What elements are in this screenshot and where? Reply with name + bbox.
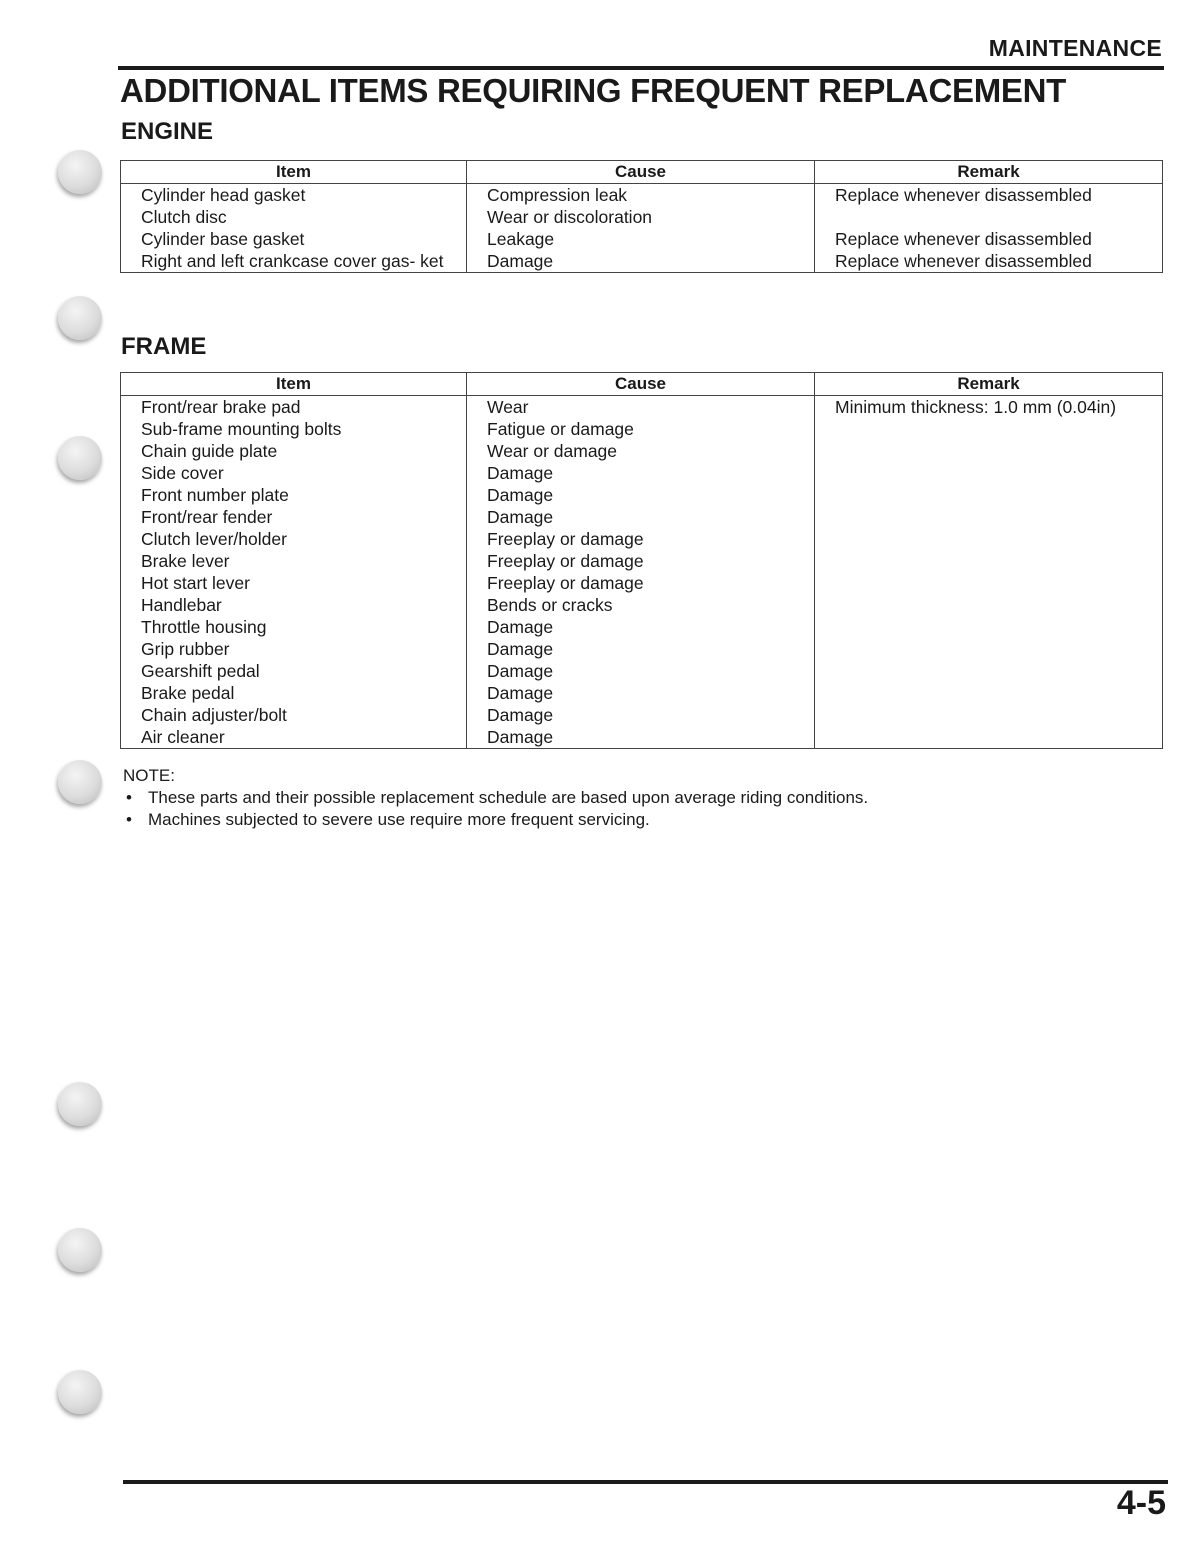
binder-hole: [58, 1082, 102, 1126]
cell-remark: [815, 638, 1163, 660]
table-row: [121, 528, 1163, 550]
cell-item: Chain guide plate: [121, 440, 467, 462]
table-row: [121, 484, 1163, 506]
frame-heading: FRAME: [121, 333, 207, 360]
cell-remark: [815, 572, 1163, 594]
cell-remark: [815, 528, 1163, 550]
cell-remark: [815, 594, 1163, 616]
cell-remark: [815, 440, 1163, 462]
cell-item: Brake lever: [121, 550, 467, 572]
cell-item: Cylinder base gasket: [121, 228, 467, 250]
cell-item: Air cleaner: [121, 726, 467, 749]
engine-table-header: [121, 161, 1163, 184]
note-item: [123, 787, 868, 809]
table-row: [121, 228, 1163, 250]
cell-remark: Replace whenever disassembled: [815, 184, 1163, 207]
frame-table-header: [121, 373, 1163, 396]
bullet-icon: •: [126, 810, 132, 829]
cell-cause: Damage: [467, 506, 815, 528]
cell-cause: Damage: [467, 616, 815, 638]
bullet-icon: •: [126, 788, 132, 807]
note-item: [123, 809, 868, 831]
cell-cause: Damage: [467, 704, 815, 726]
note-text: Machines subjected to severe use require more frequent servicing.: [148, 810, 650, 829]
binder-hole: [58, 436, 102, 480]
cell-item: Right and left crankcase cover gas- ket: [121, 250, 467, 273]
engine-heading: ENGINE: [121, 118, 214, 145]
table-row: [121, 396, 1163, 419]
table-row: [121, 250, 1163, 273]
cell-item: Chain adjuster/bolt: [121, 704, 467, 726]
cell-cause: Damage: [467, 682, 815, 704]
footer-divider: [123, 1480, 1168, 1484]
cell-item: Hot start lever: [121, 572, 467, 594]
note-block: [123, 765, 868, 831]
cell-cause: Bends or cracks: [467, 594, 815, 616]
cell-item: Brake pedal: [121, 682, 467, 704]
cell-remark: [815, 726, 1163, 749]
table-row: [121, 726, 1163, 749]
table-row: [121, 660, 1163, 682]
cell-cause: Damage: [467, 726, 815, 749]
cell-cause: Wear or damage: [467, 440, 815, 462]
column-header-remark: Remark: [815, 161, 1163, 184]
table-row: [121, 704, 1163, 726]
cell-remark: [815, 484, 1163, 506]
binder-hole: [58, 760, 102, 804]
engine-table: [120, 160, 1163, 273]
column-header-remark: Remark: [815, 373, 1163, 396]
cell-cause: Compression leak: [467, 184, 815, 207]
cell-item: Sub-frame mounting bolts: [121, 418, 467, 440]
cell-cause: Damage: [467, 462, 815, 484]
table-row: [121, 616, 1163, 638]
cell-item: Grip rubber: [121, 638, 467, 660]
cell-cause: Fatigue or damage: [467, 418, 815, 440]
table-row: [121, 440, 1163, 462]
table-row: [121, 462, 1163, 484]
cell-remark: [815, 704, 1163, 726]
note-label: NOTE:: [123, 766, 175, 785]
cell-item: Throttle housing: [121, 616, 467, 638]
section-label: MAINTENANCE: [988, 35, 1162, 61]
cell-item: Front/rear fender: [121, 506, 467, 528]
cell-item: Front/rear brake pad: [121, 396, 467, 419]
binder-hole: [58, 1370, 102, 1414]
cell-item: Handlebar: [121, 594, 467, 616]
cell-cause: Damage: [467, 638, 815, 660]
cell-cause: Freeplay or damage: [467, 550, 815, 572]
cell-item: Clutch disc: [121, 206, 467, 228]
binder-hole: [58, 150, 102, 194]
binder-hole: [58, 296, 102, 340]
column-header-cause: Cause: [467, 373, 815, 396]
page-title: ADDITIONAL ITEMS REQUIRING FREQUENT REPLACEMENT: [120, 72, 1066, 109]
cell-item: Side cover: [121, 462, 467, 484]
table-row: [121, 594, 1163, 616]
cell-remark: [815, 550, 1163, 572]
cell-cause: Freeplay or damage: [467, 528, 815, 550]
cell-cause: Wear or discoloration: [467, 206, 815, 228]
cell-remark: [815, 462, 1163, 484]
table-row: [121, 638, 1163, 660]
cell-item: Cylinder head gasket: [121, 184, 467, 207]
cell-cause: Freeplay or damage: [467, 572, 815, 594]
cell-cause: Damage: [467, 484, 815, 506]
cell-remark: [815, 206, 1163, 228]
binder-hole: [58, 1228, 102, 1272]
cell-remark: [815, 506, 1163, 528]
table-row: [121, 572, 1163, 594]
cell-cause: Damage: [467, 250, 815, 273]
table-row: [121, 206, 1163, 228]
column-header-item: Item: [121, 161, 467, 184]
cell-remark: [815, 682, 1163, 704]
cell-remark: Replace whenever disassembled: [815, 250, 1163, 273]
page-number: 4-5: [1116, 1484, 1166, 1522]
cell-cause: Leakage: [467, 228, 815, 250]
cell-item: Clutch lever/holder: [121, 528, 467, 550]
note-list: [123, 787, 868, 831]
cell-cause: Wear: [467, 396, 815, 419]
cell-item: Gearshift pedal: [121, 660, 467, 682]
table-row: [121, 682, 1163, 704]
cell-item: Front number plate: [121, 484, 467, 506]
frame-table: [120, 372, 1163, 749]
cell-remark: [815, 418, 1163, 440]
cell-remark: [815, 616, 1163, 638]
table-row: [121, 184, 1163, 207]
table-row: [121, 550, 1163, 572]
note-text: These parts and their possible replacement schedule are based upon average riding conditions.: [148, 788, 869, 807]
header-divider: [118, 66, 1164, 70]
cell-remark: Minimum thickness: 1.0 mm (0.04in): [815, 396, 1163, 419]
table-row: [121, 506, 1163, 528]
column-header-item: Item: [121, 373, 467, 396]
cell-remark: Replace whenever disassembled: [815, 228, 1163, 250]
table-row: [121, 418, 1163, 440]
column-header-cause: Cause: [467, 161, 815, 184]
cell-cause: Damage: [467, 660, 815, 682]
cell-remark: [815, 660, 1163, 682]
